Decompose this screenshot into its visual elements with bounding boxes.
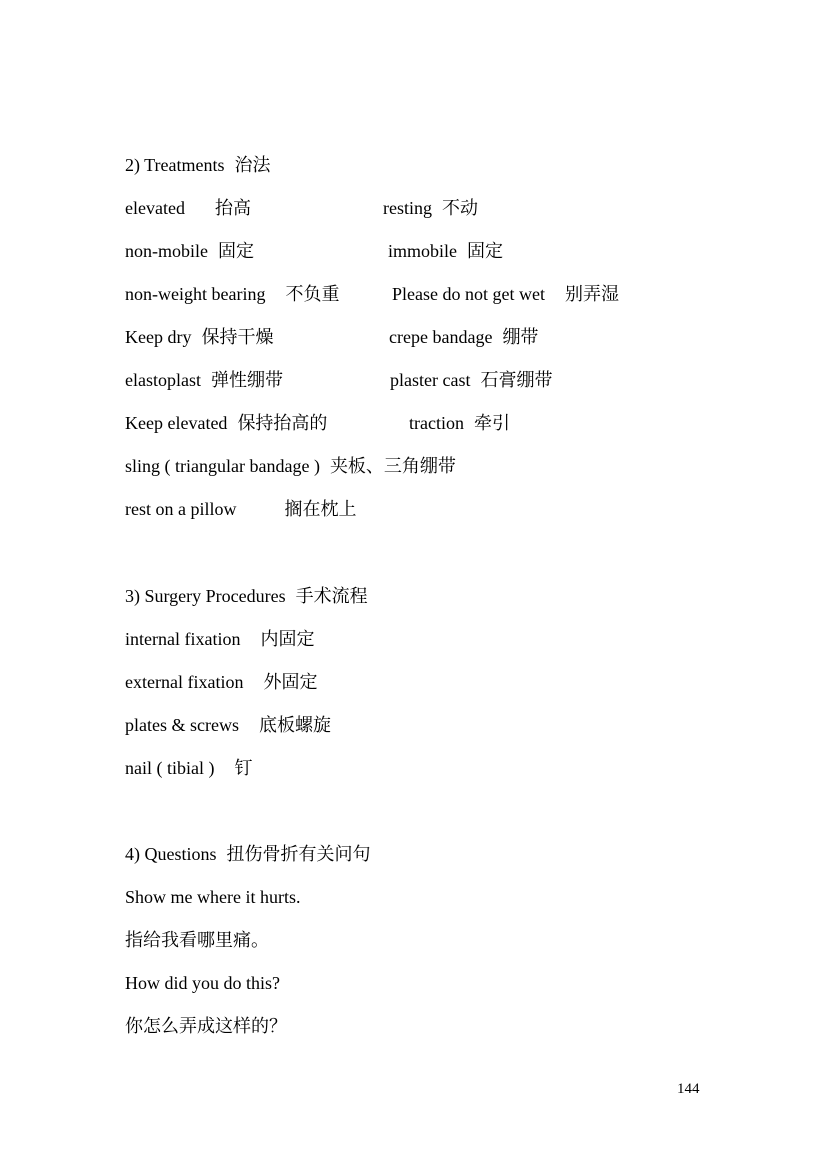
question-line-en: How did you do this? xyxy=(125,973,280,993)
treatment-term-single xyxy=(125,455,456,477)
surgery-heading-zh: 手术流程 xyxy=(295,586,368,606)
treatment-term-right xyxy=(409,412,510,434)
surgery-term xyxy=(125,671,317,693)
treatment-term-right xyxy=(392,283,619,305)
term-zh: 外固定 xyxy=(263,672,318,692)
treatment-term-right xyxy=(388,240,503,262)
treatments-heading xyxy=(125,154,271,176)
term-zh: 不动 xyxy=(442,198,478,218)
term-en: crepe bandage xyxy=(389,327,493,347)
term-en: non-mobile xyxy=(125,241,208,261)
term-en: internal fixation xyxy=(125,629,241,649)
surgery-heading xyxy=(125,585,368,607)
term-zh: 搁在枕上 xyxy=(284,499,357,519)
term-zh: 保持抬高的 xyxy=(237,413,328,433)
treatment-term-left xyxy=(125,412,327,434)
term-en: nail ( tibial ) xyxy=(125,758,215,778)
question-line-zh: 你怎么弄成这样的？ xyxy=(125,1016,287,1036)
term-en: Keep dry xyxy=(125,327,192,347)
term-zh: 固定 xyxy=(218,241,254,261)
term-zh: 弹性绷带 xyxy=(210,370,283,390)
question-line-en: Show me where it hurts. xyxy=(125,887,301,907)
term-en: plaster cast xyxy=(390,370,471,390)
surgery-term xyxy=(125,628,314,650)
questions-heading-en: 4) Questions xyxy=(125,844,217,864)
term-zh: 夹板、三角绷带 xyxy=(329,456,456,476)
page-number: 144 xyxy=(677,1081,700,1097)
term-en: elastoplast xyxy=(125,370,201,390)
treatments-heading-en: 2) Treatments xyxy=(125,155,225,175)
treatment-term-single xyxy=(125,498,356,520)
term-zh: 绷带 xyxy=(502,327,539,347)
surgery-term xyxy=(125,714,331,736)
question-line-zh: 指给我看哪里痛。 xyxy=(125,930,269,950)
term-zh: 牵引 xyxy=(473,413,510,433)
term-zh: 内固定 xyxy=(260,629,315,649)
treatment-term-left xyxy=(125,197,251,219)
treatment-term-left xyxy=(125,369,283,391)
term-en: immobile xyxy=(388,241,457,261)
questions-heading xyxy=(125,843,371,865)
treatment-term-right xyxy=(390,369,552,391)
treatment-term-left xyxy=(125,283,339,305)
term-en: Please do not get wet xyxy=(392,284,545,304)
surgery-term xyxy=(125,757,252,779)
term-en: non-weight bearing xyxy=(125,284,266,304)
term-zh: 底板螺旋 xyxy=(258,715,331,735)
treatment-term-right xyxy=(383,197,478,219)
treatment-term-left xyxy=(125,326,273,348)
term-zh: 石膏绷带 xyxy=(480,370,553,390)
term-zh: 钉 xyxy=(234,758,253,778)
term-zh: 固定 xyxy=(467,241,503,261)
treatment-term-left xyxy=(125,240,254,262)
treatments-heading-zh: 治法 xyxy=(234,155,271,175)
term-en: resting xyxy=(383,198,432,218)
term-en: plates & screws xyxy=(125,715,239,735)
term-en: elevated xyxy=(125,198,185,218)
term-zh: 抬高 xyxy=(214,198,251,218)
treatment-term-right xyxy=(389,326,538,348)
term-zh: 别弄湿 xyxy=(564,284,619,304)
term-en: Keep elevated xyxy=(125,413,228,433)
term-zh: 保持干燥 xyxy=(201,327,274,347)
term-zh: 不负重 xyxy=(285,284,340,304)
term-en: external fixation xyxy=(125,672,244,692)
term-en: traction xyxy=(409,413,464,433)
questions-heading-zh: 扭伤骨折有关问句 xyxy=(226,844,371,864)
surgery-heading-en: 3) Surgery Procedures xyxy=(125,586,286,606)
term-en: sling ( triangular bandage ) xyxy=(125,456,320,476)
term-en: rest on a pillow xyxy=(125,499,237,519)
